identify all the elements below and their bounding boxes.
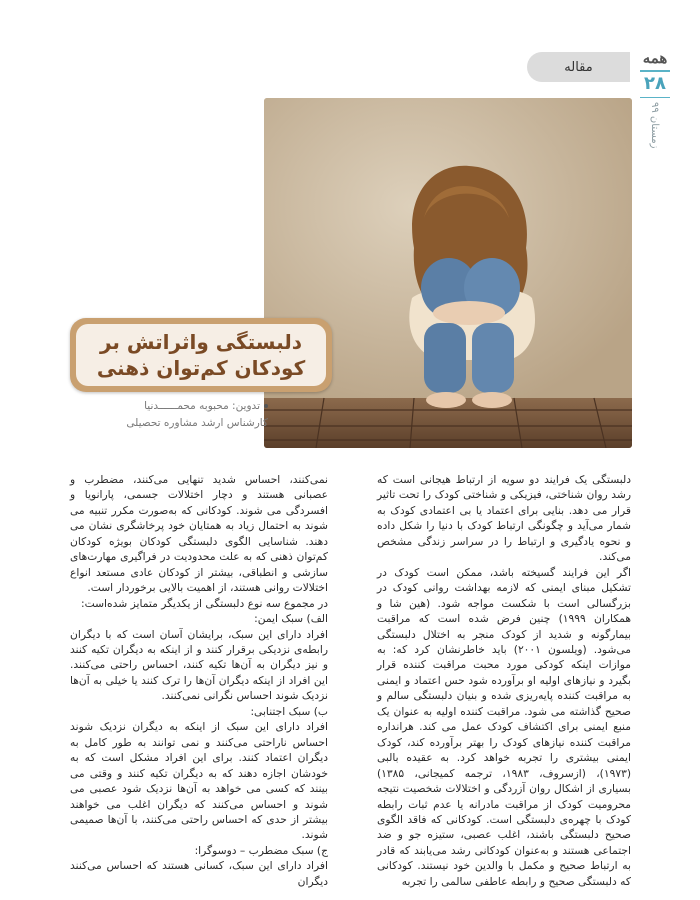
- section-label: مقاله: [527, 52, 630, 82]
- page-number: ۲۸: [644, 73, 666, 94]
- paragraph: اگر این فرایند گسیخته باشد، ممکن است کودک در تشکیل مبنای ایمنی که لازمه بهداشت روانی کودک در بزرگسالی است با شکست مواجه شود. (هین شا و همکاران ۱۹۹۹) چنین فرض شده است که مراقبت بیمارگونه و شدید از کودک منجر به اختلال دلبستگی می‌شود. (ویلسون ۲۰۰۱) باید خاطرنشان کرد که: به موازات اینکه کودکی مورد محبت مراقبت کننده قرار بگیرد و نیازهای اولیه او برآورده شود حس اعتماد و ایمنی به مراقبت کننده پایه‌ریزی شده و بنیان دلبستگی سالم و صحیح گذاشته می شود. مراقبت کننده اولیه به عنوان یک منبع ایمنی برای اکتشاف کودک عمل می کند. هرانداره مراقبت کننده نیازهای کودک را بهتر برآورده کند، کودک ایمنی بیشتری را تجربه خواهد کرد. به عقیده بالبی (۱۹۷۳)، (ازسروف، ۱۹۸۳، ترجمه کمیجانی، ۱۳۸۵) بسیاری از اشکال روان آزردگی و اختلالات شخصیت نتیجه محرومیت کودک از مراقبت مادرانه یا عدم ثبات رابطه کودک با چهره‌ی دلبستگی است. کودکانی که فاقد الگوی صحیح دلبستگی باشند، اغلب عصبی، ستیزه جو و ضد اجتماعی هستند و به‌عنوان کودکانی رشد می‌یابند که قادر به ارتباط صحیح و مکمل با والدین خود نیستند. کودکانی که دلبستگی صحیح و رابطه عاطفی سالمی را تجربه: [377, 565, 631, 888]
- author-role: کارشناس ارشد مشاوره تحصیلی: [126, 417, 268, 429]
- paragraph: دلبستگی یک فرایند دو سویه از ارتباط هیجانی است که رشد روان شناختی، فیزیکی و شناختی کودک را تحت تاثیر قرار می دهد. بنایی برای اعتماد یا بی اعتمادی کودک به شمار می‌آید و چگونگی ارتباط کودک با دنیا را شکل داده و نحوه یادگیری و ارتباط را در سراسر زندگی مشخص می‌کند.: [377, 473, 631, 564]
- paragraph: نمی‌کنند، احساس شدید تنهایی می‌کنند، مضطرب و عصبانی هستند و دچار اختلالات جسمی، پارانویا و افسردگی می شوند. کودکانی که به‌صورت مکرر تنبیه می شوند به احتمال زیاد به همتایان خود پرخاشگری نشان می دهند. شناسایی الگوی دلبستگی کودکان بویژه کودکان کم‌توان ذهنی که به علت محدودیت در فراگیری مهارت‌های سازشی و انطباقی، بیشتر از کودکان عادی مستعد انواع اختلالات روانی هستند، از اهمیت بالایی برخوردار است.: [70, 473, 328, 595]
- article-photo: [264, 98, 632, 448]
- paragraph: افراد دارای این سبک از اینکه به دیگران نزدیک شوند احساس ناراحتی می‌کنند و نمی توانند به طور کامل به دیگران اعتماد کنند. برای این افراد مشکل است که به خودشان اجازه دهند که به دیگران تکیه کنند و وقتی می بینند که کسی می خواهد به آن‌ها نزدیک شود عصبی می شوند و احساس می‌کنند که دیگران اغلب می خواهند بیشتر از حدی که احساس راحتی می‌کنند، با آن‌ها صمیمی شوند.: [70, 720, 328, 842]
- issue-label: زمستان ۹۹: [649, 102, 660, 149]
- paragraph: افراد دارای این سبک، کسانی هستند که احساس می‌کنند دیگران: [70, 859, 328, 888]
- paragraph: افراد دارای این سبک، برایشان آسان است که با دیگران رابطه‌ی نزدیکی برقرار کنند و از اینکه به دیگران تکیه کنند و نیز دیگران به آن‌ها تکیه کنند، احساس راحتی می‌کنند. این افراد از اینکه دیگران آن‌ها را ترک کنند یا خیلی به آن‌ها نزدیک شوند احساس نگرانی نمی‌کنند.: [70, 627, 328, 703]
- article-title-line2: کودکان کم‌توان ذهنی: [96, 356, 306, 380]
- magazine-logo: همه: [642, 49, 668, 67]
- bullet-icon: [264, 404, 268, 408]
- author-name: تدوین: محبوبه محمــــــدنیا: [144, 400, 260, 412]
- article-title-box: [70, 318, 332, 392]
- issue-divider: [640, 97, 670, 98]
- subheading: ج) سبک مضطرب – دوسوگرا:: [194, 843, 328, 857]
- paragraph: در مجموع سه نوع دلبستگی از یکدیگر متمایز شده‌است:: [81, 596, 328, 610]
- article-column-right: [377, 472, 631, 889]
- byline: [120, 398, 268, 432]
- subheading: الف) سبک ایمن:: [254, 612, 328, 626]
- article-column-left: [70, 472, 328, 889]
- logo-divider: [640, 70, 670, 72]
- subheading: ب) سبک اجتنابی:: [250, 704, 328, 718]
- article-title-line1: دلبستگی واثراتش بر: [99, 330, 303, 354]
